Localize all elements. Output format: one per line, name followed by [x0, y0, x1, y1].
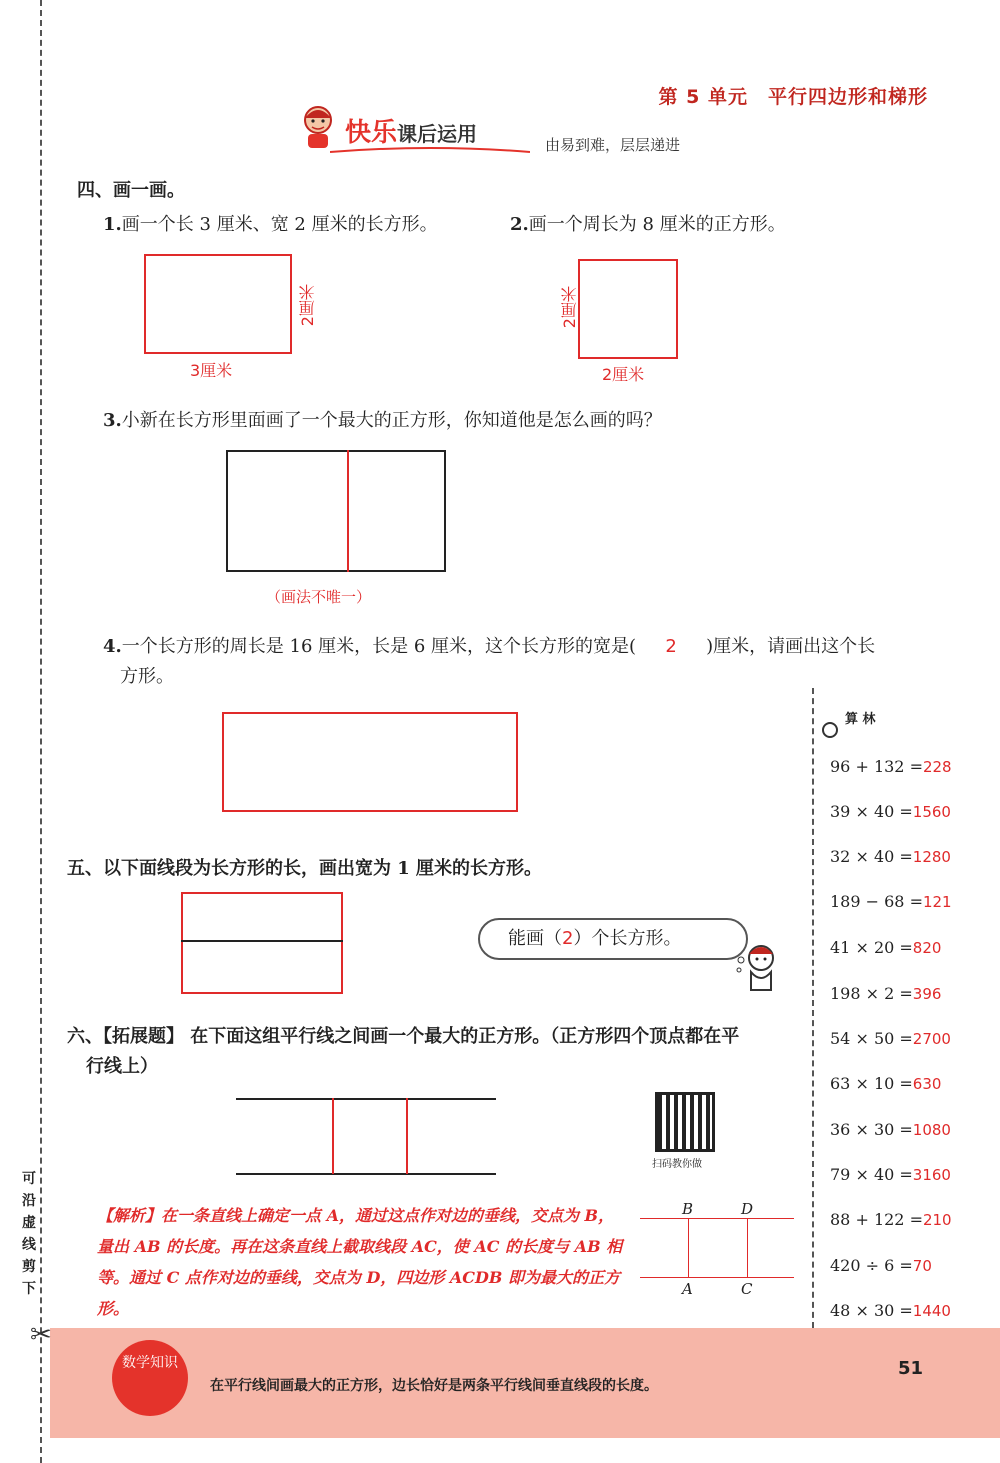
s5-rectangles: [181, 892, 343, 994]
q3-text: [103, 406, 662, 436]
q2-square: [578, 259, 678, 359]
point-b: B: [682, 1200, 694, 1218]
subtitle: 由易到难，层层递进: [545, 136, 681, 154]
mascot-icon: [298, 104, 338, 152]
q1-width-label: 3厘米: [190, 361, 233, 380]
calc-row: 32 × 40 =1280: [830, 847, 951, 866]
footer-tip: 在平行线间画最大的正方形，边长恰好是两条平行线间垂直线段的长度。: [210, 1378, 658, 1394]
q4-body-a: 一个长方形的周长是 16 厘米，长是 6 厘米，这个长方形的宽是(: [121, 636, 637, 657]
knowledge-badge: 数学知识: [112, 1340, 188, 1416]
q1-text: [103, 210, 438, 240]
diagram-line-bottom: [640, 1277, 794, 1278]
diagram-ab: [688, 1218, 689, 1278]
q4-text-cont: 方形。: [120, 666, 174, 687]
section6-heading-cont: 行线上）: [86, 1056, 158, 1077]
bubble-answer: 2: [562, 928, 574, 949]
calc-panel: [812, 688, 964, 1328]
q2-num: 2.: [510, 214, 529, 235]
calc-row: 96 + 132 =228: [830, 757, 952, 776]
calc-row: 88 + 122 =210: [830, 1210, 952, 1229]
q3-rectangle: [226, 450, 446, 572]
q1-rectangle: [144, 254, 292, 354]
section6-heading: 六、【拓展题】 在下面这组平行线之间画一个最大的正方形。（正方形四个顶点都在平: [67, 1026, 740, 1047]
qr-code-icon[interactable]: [655, 1092, 715, 1152]
parallel-line-top: [236, 1098, 496, 1100]
q2-height-label: 2厘米: [560, 286, 579, 329]
bubble-text-a: 能画（: [508, 928, 562, 949]
analysis-text: 【解析】在一条直线上确定一点 A，通过这点作对边的垂线，交点为 B，量出 AB 的长度。再在这条直线上截取线段 AC，使 AC 的长度与 AB 相等。通过 C 点作对边的垂线，交点为 D，四边形 ACDB 即为最大的正方形。: [97, 1206, 623, 1318]
title-underline: [330, 146, 530, 156]
q3-body: 小新在长方形里面画了一个最大的正方形，你知道他是怎么画的吗？: [121, 410, 662, 431]
calc-row: 48 × 30 =1440: [830, 1301, 951, 1320]
calc-row: 198 × 2 =396: [830, 984, 942, 1003]
calc-row: 189 − 68 =121: [830, 892, 952, 911]
q2-body: 画一个周长为 8 厘米的正方形。: [528, 214, 786, 235]
brand-main: 快乐: [345, 118, 398, 148]
calc-row: 420 ÷ 6 =70: [830, 1256, 932, 1275]
cut-line: [40, 0, 42, 1463]
bubble-text: [508, 924, 681, 954]
calc-row: 63 × 10 =630: [830, 1074, 942, 1093]
q3-square-line: [347, 450, 349, 572]
cut-note: 可沿虚线剪下: [22, 1171, 36, 1297]
square-side-left: [332, 1098, 334, 1174]
q2-text: [510, 210, 786, 240]
diagram-line-top: [640, 1218, 794, 1219]
q3-note: （画法不唯一）: [266, 588, 372, 606]
panel-ring-icon: [822, 722, 838, 738]
kid-character-icon: [735, 940, 785, 1004]
qr-label: 扫码教你做: [652, 1159, 702, 1170]
calc-title: 算 林: [845, 712, 876, 727]
q1-num: 1.: [103, 214, 122, 235]
point-a: A: [682, 1280, 693, 1298]
calc-row: 54 × 50 =2700: [830, 1029, 951, 1048]
q4-num: 4.: [103, 636, 122, 657]
calc-row: 79 × 40 =3160: [830, 1165, 951, 1184]
q3-num: 3.: [103, 410, 122, 431]
calc-row: 36 × 30 =1080: [830, 1120, 951, 1139]
point-d: D: [741, 1200, 754, 1218]
brand-title: [345, 112, 477, 149]
q2-width-label: 2厘米: [602, 365, 645, 384]
parallel-line-bottom: [236, 1173, 496, 1175]
point-c: C: [741, 1280, 753, 1298]
calc-row: 39 × 40 =1560: [830, 802, 951, 821]
q1-body: 画一个长 3 厘米、宽 2 厘米的长方形。: [121, 214, 438, 235]
q4-answer: 2: [665, 636, 677, 657]
q1-height-label: 2厘米: [298, 284, 317, 327]
square-side-right: [406, 1098, 408, 1174]
q4-rectangle: [222, 712, 518, 812]
brand-rest: 课后运用: [397, 122, 478, 146]
q4-text: [103, 632, 875, 662]
s5-given-segment: [181, 940, 343, 942]
unit-title: 第 5 单元 平行四边形和梯形: [658, 86, 928, 108]
diagram-cd: [747, 1218, 748, 1278]
section4-heading: 四、画一画。: [77, 180, 185, 201]
bubble-text-b: ）个长方形。: [573, 928, 682, 949]
scissors-icon: ✂: [30, 1320, 52, 1350]
q4-body-b: )厘米，请画出这个长: [706, 636, 876, 657]
page-number: 51: [898, 1358, 924, 1379]
section5-heading: 五、以下面线段为长方形的长，画出宽为 1 厘米的长方形。: [67, 858, 543, 879]
calc-row: 41 × 20 =820: [830, 938, 942, 957]
